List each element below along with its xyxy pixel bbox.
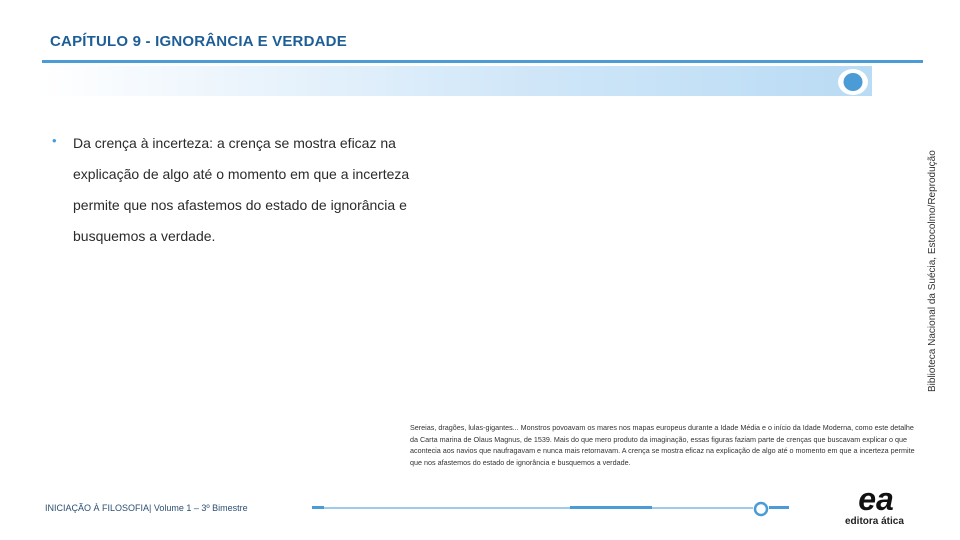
bullet-text: Da crença à incerteza: a crença se mostra eficaz na explicação de algo até o momento em que a incerteza permite que nos afastemos do estado de ignorância e busquemos a verdade.: [73, 135, 410, 244]
image-caption: Sereias, dragões, lulas-gigantes... Monstros povoavam os mares nos mapas europeus durante a Idade Média e o início da Idade Moderna, como este detalhe da Carta marina de Olaus Magnus, de 1539. Mais do que mero produto da imaginação, essas figuras faziam parte de crenças que buscavam explicar o que acontecia aos navios que naufragavam e nunca mais retornavam. A crença se mostra eficaz na explicação de algo até o momento em que a incerteza permite que nos afastemos do estado de ignorância e busquemos a verdade.: [410, 423, 915, 467]
bullet-icon: •: [52, 133, 57, 148]
footer-text: INICIAÇÃO À FILOSOFIA| Volume 1 – 3º Bimestre: [45, 503, 248, 513]
image-credit: Biblioteca Nacional da Suécia, Estocolmo/Reprodução: [927, 150, 938, 392]
decorative-circle-icon: [836, 67, 870, 97]
chapter-title: CAPÍTULO 9 - IGNORÂNCIA E VERDADE: [50, 33, 347, 50]
logo-mark: ea: [858, 483, 894, 515]
bullet-item: [52, 128, 412, 252]
footer-line-segment-left: [312, 506, 324, 509]
title-divider: [42, 60, 923, 63]
footer-line-end: [769, 506, 789, 509]
footer-line-right: [652, 507, 753, 509]
logo-label: editora ática: [845, 516, 904, 527]
header-gradient-band: [42, 66, 872, 96]
footer-circle-icon: [753, 501, 769, 517]
footer-line-segment-mid: [570, 506, 652, 509]
editora-atica-logo-icon: [846, 483, 906, 515]
footer-line: [324, 507, 570, 509]
